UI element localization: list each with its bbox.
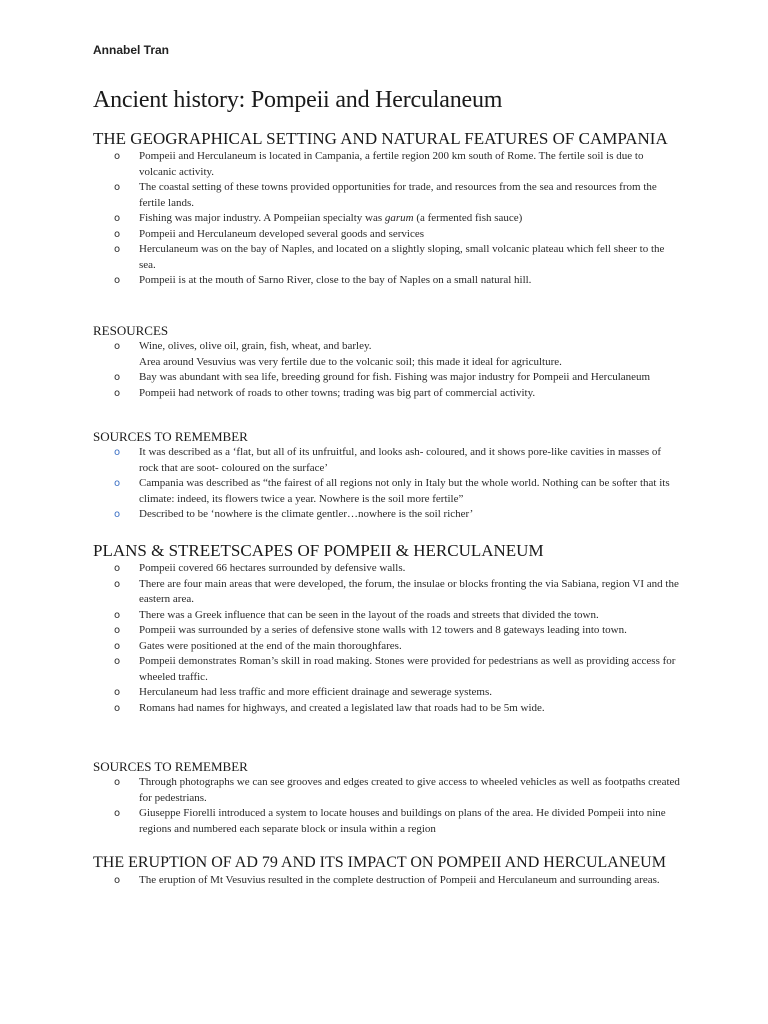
list-item: o There was a Greek influence that can be seen in the layout of the roads and streets that divided the town. [93,608,683,624]
list-item: o Pompeii is at the mouth of Sarno River, close to the bay of Naples on a small natural hill. [93,273,683,289]
section-heading: THE GEOGRAPHICAL SETTING AND NATURAL FEATURES OF CAMPANIA [93,129,668,148]
list-item: o Fishing was major industry. A Pompeiian specialty was garum (a fermented fish sauce) [93,211,683,227]
list-item: o The coastal setting of these towns provided opportunities for trade, and resources from the sea and resources from the fertile lands. [114,181,657,209]
list-item: o The eruption of Mt Vesuvius resulted in the complete destruction of Pompeii and Herculaneum and surrounding areas. [93,873,683,889]
list-item: o Pompeii demonstrates Roman’s skill in road making. Stones were provided for pedestrians as well as providing access for wheeled traffic. [114,655,676,683]
list-item: o Romans had names for highways, and created a legislated law that roads had to be 5m wide. [93,701,683,717]
section-heading: THE ERUPTION OF AD 79 AND ITS IMPACT ON POMPEII AND HERCULANEUM [93,854,666,871]
bullet-marker: o [114,275,121,286]
bullet-marker: o [114,875,121,886]
bullet-marker: o [114,213,121,224]
list-item: o Campania was described as “the fairest of all regions not only in Italy but the whole world. Nothing can be softer that its climate: indeed, its flowers twice a year. Nowhere is the soil more fertile” [114,477,670,505]
bullet-marker: o [114,687,121,698]
bullet-marker: o [114,478,121,489]
bullet-marker: o [114,228,121,240]
bullet-marker: o [114,777,121,788]
bullet-marker: o [114,625,121,636]
bullet-marker: o [114,387,121,399]
list-item: o Pompeii covered 66 hectares surrounded by defensive walls. [93,561,683,577]
section-sources-to-remember-2 [93,759,683,837]
bullet-list [93,775,683,837]
section-heading: SOURCES TO REMEMBER [93,429,248,444]
bullet-marker: o [114,447,121,458]
list-item: o Bay was abundant with sea life, breeding ground for fish. Fishing was major industry for Pompeii and Herculaneum [93,370,683,386]
list-item: o There are four main areas that were developed, the forum, the insulae or blocks fronting the via Sabiana, region VI and the eastern area. [114,577,679,605]
list-item: o Gates were positioned at the end of the main thoroughfares. [93,639,683,655]
list-item: o Through photographs we can see grooves and edges created to give access to wheeled vehicles as well as footpaths created for pedestrians. [114,776,680,804]
list-item: o Pompeii and Herculaneum developed several goods and services [93,227,683,243]
section-heading: RESOURCES [93,323,169,338]
section-sources-to-remember-1 [93,429,683,523]
list-item: o Giuseppe Fiorelli introduced a system to locate houses and buildings on plans of the area. He divided Pompeii into nine regions and numbered each separate block or insula within a region [114,807,666,835]
bullet-list [93,561,683,716]
bullet-marker: o [114,808,121,819]
bullet-marker: o [114,563,121,574]
bullet-marker: o [114,640,121,652]
bullet-marker: o [114,341,121,352]
list-item: o Pompeii had network of roads to other towns; trading was big part of commercial activity. [93,386,683,402]
bullet-marker: o [114,578,121,590]
bullet-marker: o [114,182,121,193]
section-plans-streetscapes [93,540,683,716]
bullet-marker: o [114,702,121,714]
bullet-marker: o [114,509,121,520]
list-item: o Herculaneum was on the bay of Naples, and located on a slightly sloping, small volcanic plateau which fell sheer to the sea. [114,243,665,271]
section-resources [93,323,683,401]
bullet-list [93,873,683,889]
bullet-list [93,339,683,401]
author-name: Annabel Tran [93,43,170,57]
bullet-marker: o [114,244,121,255]
continuation-line: Area around Vesuvius was very fertile due to the volcanic soil; this made it ideal for agriculture. [139,355,562,368]
bullet-list [93,149,683,289]
list-item: o Wine, olives, olive oil, grain, fish, wheat, and barley. Area around Vesuvius was very fertile due to the volcanic soil; this made it ideal for agriculture. [93,339,683,370]
bullet-marker: o [114,609,121,621]
bullet-list [93,445,683,523]
document-title: Ancient history: Pompeii and Herculaneum [93,87,503,113]
list-item: o Herculaneum had less traffic and more efficient drainage and sewerage systems. [93,685,683,701]
bullet-marker: o [114,656,121,667]
section-heading: SOURCES TO REMEMBER [93,759,248,774]
bullet-marker: o [114,151,121,162]
section-eruption-ad79 [93,852,683,889]
list-item: o It was described as a ‘flat, but all of its unfruitful, and looks ash- coloured, and it shows pore-like cavities in masses of rock that are soot- coloured on the surface’ [114,446,662,474]
italic-term: garum [384,212,414,224]
section-geographical-setting [93,128,683,289]
bullet-marker: o [114,372,121,383]
list-item: o Pompeii and Herculaneum is located in Campania, a fertile region 200 km south of Rome. The fertile soil is due to volcanic activity. [114,150,644,178]
section-heading: PLANS & STREETSCAPES OF POMPEII & HERCULANEUM [93,541,544,560]
list-item: o Pompeii was surrounded by a series of defensive stone walls with 12 towers and 8 gateways leading into town. [93,623,683,639]
list-item: o Described to be ‘nowhere is the climate gentler…nowhere is the soil richer’ [93,507,683,523]
